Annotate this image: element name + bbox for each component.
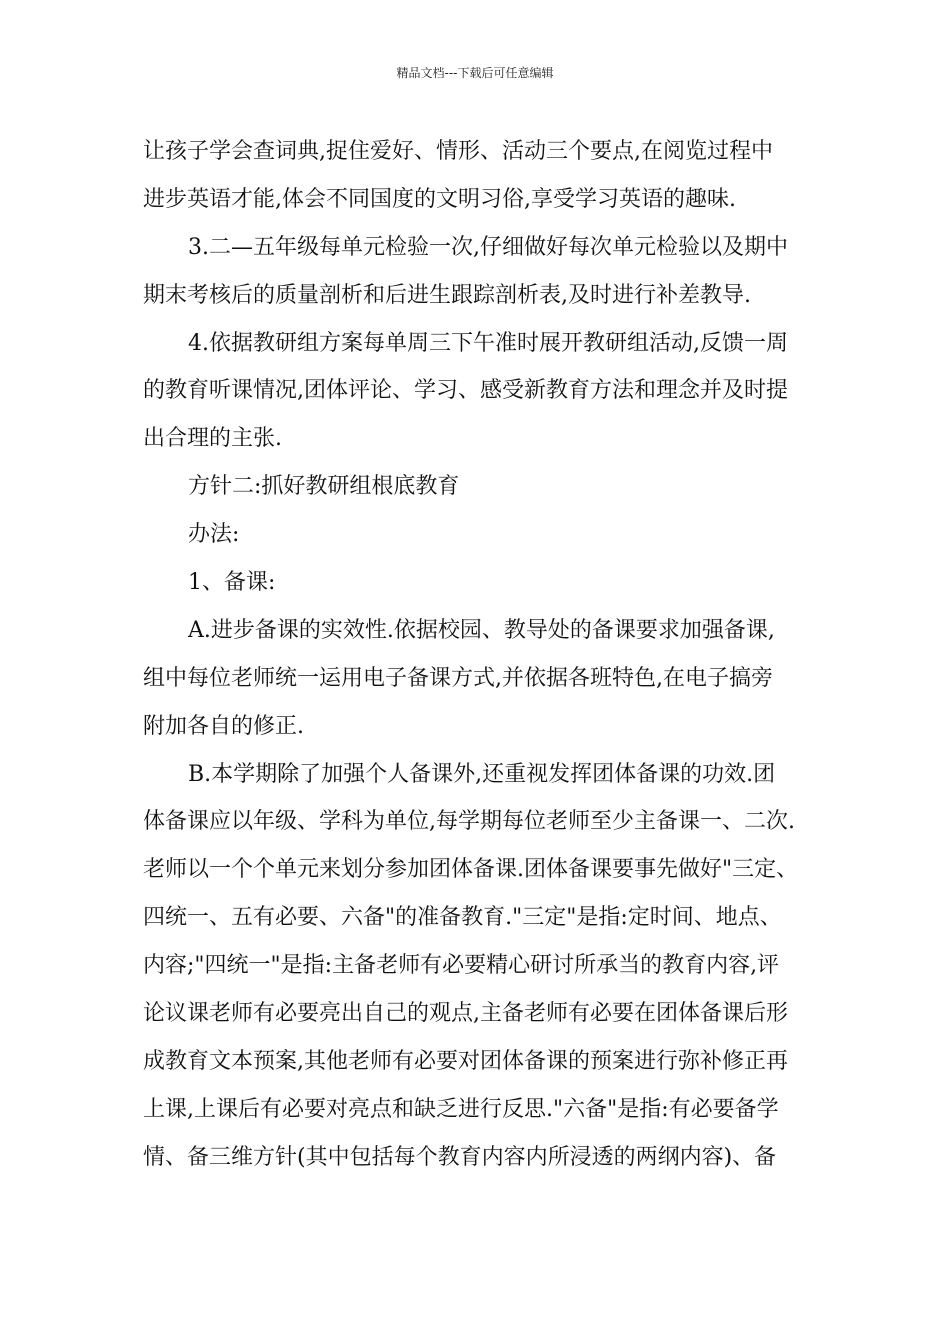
document-body [143,128,815,1182]
text-line: 附加各自的修正. [143,713,304,739]
text-line: 上课,上课后有必要对亮点和缺乏进行反思."六备"是指:有必要备学 [143,1096,779,1122]
text-line: 3.二—五年级每单元检验一次,仔细做好每次单元检验以及期中 [188,234,788,260]
text-line: 出合理的主张. [143,426,282,452]
text-line: 办法: [188,522,240,548]
text-line: 情、备三维方针(其中包括每个教育内容内所浸透的两纲内容)、备 [143,1144,777,1170]
text-line: 成教育文本预案,其他老师有必要对团体备课的预案进行弥补修正再 [143,1048,788,1074]
page-header: 精品文档---下载后可任意编辑 [396,66,554,80]
text-line: 的教育听课情况,团体评论、学习、感受新教育方法和理念并及时提 [143,378,788,404]
text-line: 4.依据教研组方案每单周三下午准时展开教研组活动,反馈一周 [188,330,788,356]
text-line: 论议课老师有必要亮出自己的观点,主备老师有必要在团体备课后形 [143,1001,788,1027]
text-line: 期末考核后的质量剖析和后进生跟踪剖析表,及时进行补差教导. [143,282,751,308]
text-line: 体备课应以年级、学科为单位,每学期每位老师至少主备课一、二次. [143,809,795,835]
text-line: B.本学期除了加强个人备课外,还重视发挥团体备课的功效.团 [188,761,776,787]
text-line: 方针二:抓好教研组根底教育 [188,474,460,500]
text-line: 进步英语才能,体会不同国度的文明习俗,享受学习英语的趣味. [143,186,736,212]
text-line: 老师以一个个单元来划分参加团体备课.团体备课要事先做好"三定、 [143,857,799,883]
text-line: 让孩子学会查词典,捉住爱好、情形、活动三个要点,在阅览过程中 [143,139,773,164]
text-line: 1、备课: [188,570,276,596]
text-line: 组中每位老师统一运用电子备课方式,并依据各班特色,在电子搞旁 [143,665,773,691]
text-line: 四统一、五有必要、六备"的准备教育."三定"是指:定时间、地点、 [143,905,782,931]
text-line: 内容;"四统一"是指:主备老师有必要精心研讨所承当的教育内容,评 [143,953,780,979]
text-line: A.进步备课的实效性.依据校园、教导处的备课要求加强备课, [188,617,775,643]
